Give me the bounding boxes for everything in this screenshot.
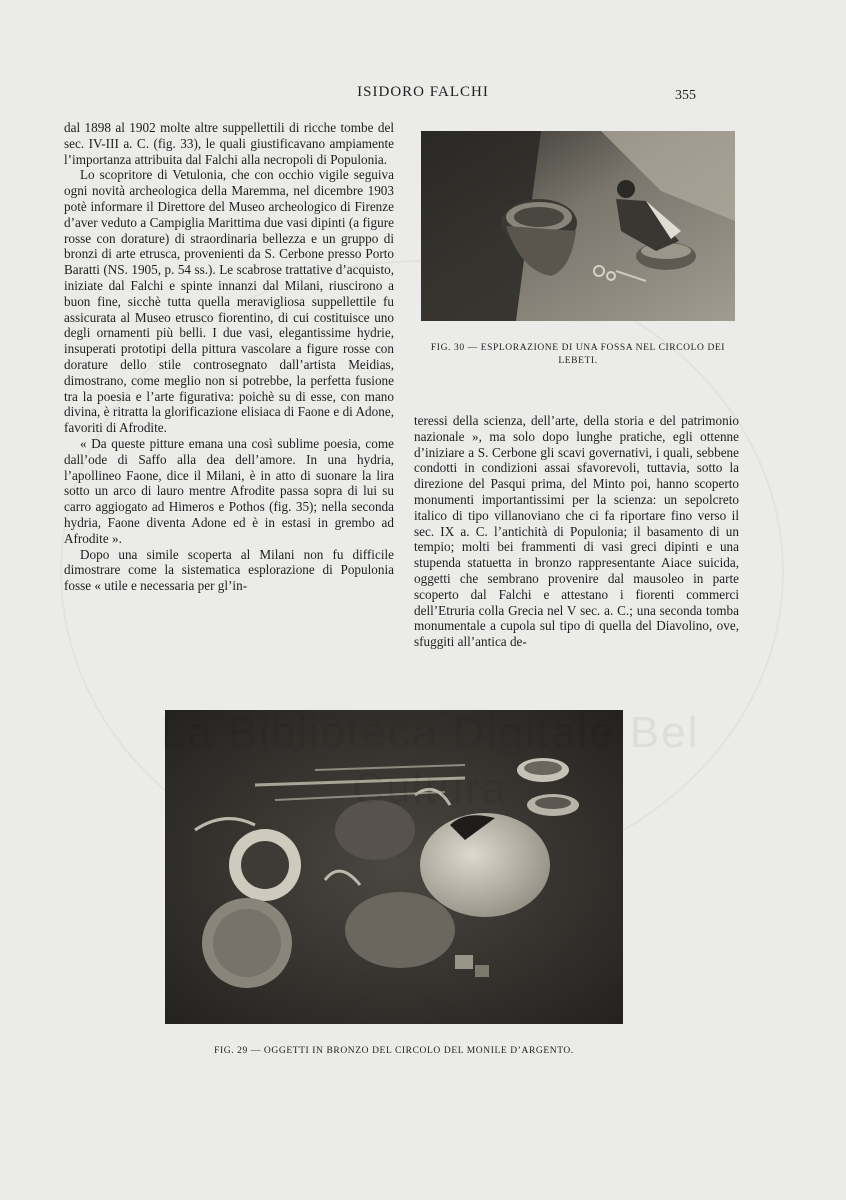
excavation-photo-image — [421, 131, 735, 321]
right-text-column — [414, 413, 739, 650]
running-title: ISIDORO FALCHI — [357, 84, 489, 100]
figure-30-photo — [421, 131, 735, 321]
left-text-column — [64, 120, 394, 594]
paragraph: dal 1898 al 1902 molte altre suppellettili di ricche tombe del sec. IV-III a. C. (fig. 33), le quali giustificavano ampiamente l’importanza attribuita dal Falchi alla necropoli di Populonia. — [64, 120, 394, 167]
figure-30-caption: FIG. 30 — ESPLORAZIONE DI UNA FOSSA NEL CIRCOLO DEI LEBETI. — [430, 343, 726, 366]
paragraph: teressi della scienza, dell’arte, della storia e del patrimonio nazionale », ma solo dopo lunghe pratiche, egli ottenne d’iniziare a S. Cerbone gli scavi governativi, i quali, sebbene condotti in condizioni assai sfavorevoli, tuttavia, sotto la direzione del Pasqui prima, del Minto poi, hanno scoperto monumenti importantissimi per la scienza: un sepolcreto italico di tipo villanoviano che ci fa riportare fino verso il sec. IX a. C. l’antichità di Populonia; il basamento di un tempio; molti bei frammenti di vasi greci dipinti e una stupenda statuetta in bronzo rappresentante Aiace suicida, oggetti che sembrano provenire dal mausoleo in parte scoperto dal Falchi e attestano i fiorenti commerci dell’Etruria colla Grecia nel V sec. a. C.; una seconda tomba monumentale a cupola sul tipo di quella del Diavolino, ove, sfuggiti all’antica de- — [414, 413, 739, 650]
figure-29-caption: FIG. 29 — OGGETTI IN BRONZO DEL CIRCOLO DEL MONILE D’ARGENTO. — [214, 1046, 574, 1056]
paragraph: Lo scopritore di Vetulonia, che con occhio vigile seguiva ogni novità archeologica della Maremma, nel dicembre 1903 potè informare il Direttore del Museo archeologico di Firenze d’aver veduto a Campiglia Marittima due vasi dipinti (a figure rosse con dorature) di straordinaria bellezza e un gruppo di bronzi di arte etrusca, provenienti da S. Cerbone presso Porto Baratti (NS. 1905, p. 54 ss.). Le scabrose trattative d’acquisto, iniziate dal Falchi e spinte innanzi dal Milani, riuscirono a buon fine, sicchè tutta quella meravigliosa suppellettile fu assicurata al Museo etrusco fiorentino, di cui costituisce uno degli ornamenti più belli. I due vasi, elegantissime hydrie, insuperati prototipi della pittura vascolare a figure rosse con dorature dello stile controsegnato dall’artista Meidias, dimostrano, come meglio non si potrebbe, la perfetta fusione tra la poesia e l’arte figurativa: poichè su di esse, con mano divina, è ritratta la glorificazione elisiaca di Faone e di Adone, favoriti di Afrodite. — [64, 167, 394, 436]
watermark-text: La Biblioteca Digitale Bel Cultura — [160, 708, 700, 813]
page-number: 355 — [675, 88, 696, 103]
paragraph: « Da queste pitture emana una così sublime poesia, come dall’ode di Saffo alla dea dell’amore. In una hydria, l’apollineo Faone, dice il Milani, è in atto di suonare la lira sotto un arco di lauro mentre Afrodite passa sopra di lui su carro aggiogato ad Himeros e Pothos (fig. 35); nella seconda hydria, Faone diventa Adone ed è in estasi in grembo ad Afrodite ». — [64, 435, 394, 546]
paragraph: Dopo una simile scoperta al Milani non fu difficile dimostrare come la sistematica esplorazione di Populonia fosse « utile e necessaria per gl’in- — [64, 546, 394, 594]
